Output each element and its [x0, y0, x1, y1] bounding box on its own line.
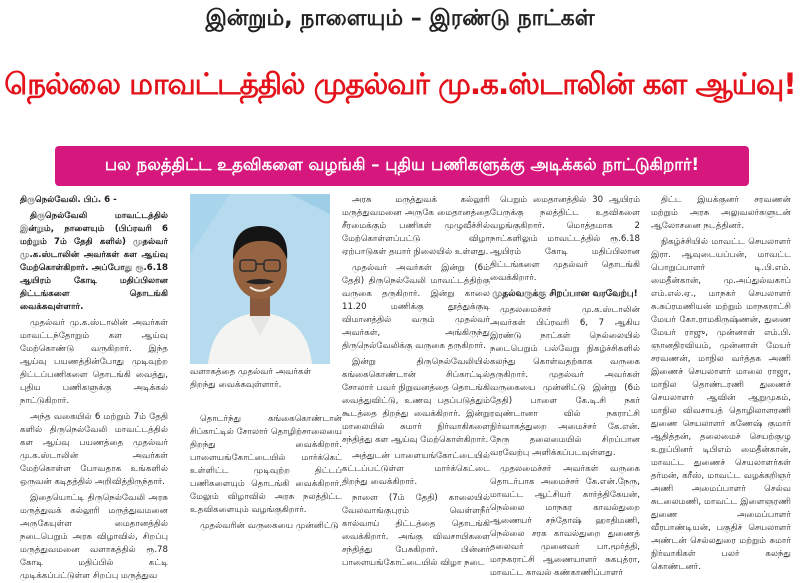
article-column-3 [342, 194, 490, 568]
article-column-1 [20, 194, 168, 581]
paragraph: முதல்வரின் வருகையை முன்னிட்டு [200, 521, 339, 531]
kicker-line: இன்றும், நாளையும் – இரண்டு நாட்கள் [205, 6, 595, 31]
paragraph: முதலமைச்சர் மு.க.ஸ்டாலின் அவர்கள் பிப்ரவரி 6, 7 ஆகிய இரண்டு நாட்கள் நெல்லையில் நடைபெறும் பல்வேறு நிகழ்ச்சிகளில் கலந்து கொள்வதற்காக வருகை தருகிறார். முதல்வர் அவர்கள் வருகையை முன்னிட்டு இன்று (6ம் தேதி) பாளை கே.டி.சி நகர் ரவுண்டானா வில் நகராட்சி நிர்வாகத்துறை அமைச்சர் கே.என். நேரு தலைமையில் சிறப்பான வரவேற்பு அளிக்கப்படவுள்ளது. [490, 305, 640, 458]
paragraph: நாளை (7ம் தேதி) காலையில் வேலவாங்குபுரம் வெள்ளநீர் கால்வாய் திட்டத்தை தொடங்கி வைக்கிறார். அங்கு விவசாயிகளை சந்தித்து பேசுகிறார். பின்னர் பாளையங்கோட்டையில் விழா நடை [342, 493, 490, 568]
paragraph: திட்ட இயக்குனர் சரவணன் மற்றும் அரசு அலுவலர்களுடன் ஆலோசனை நடத்தினர். [651, 195, 791, 231]
paragraph: அந்த வகையில் 6 மற்றும் 7ம் தேதி களில் திருநெல்வேலி மாவட்டத்தில் கள ஆய்வு பயணத்தை முதல்வர் மு.க.ஸ்டாலின் அவர்கள் மேற்கொள்ள போவதாக உங்களில் ஒருவன் கடிதத்தில் அறிவித்திருந்தார். [20, 412, 168, 487]
paragraph: திருநெல்வேலி மாவட்டத்தில் இன்றும், நாளையும் (பிப்ரவரி 6 மற்றும் 7ம் தேதி களில்) முதல்வர் மு.க.ஸ்டாலின் அவர்கள் கள ஆய்வு மேற்கொள்கிறார். அப்போது ரூ.6.18 ஆயிரம் கோடி மதிப்பிலான திட்டங்களை தொடங்கி வைக்கவுள்ளார். [20, 211, 168, 312]
paragraph: அரசு மருத்துவக் கல்லூரி மருத்துவமனை அருகே மைதானத்தை சீரமைக்கும் பணிகள் முழுவீச்சில் மேற்கொள்ளப்பட்டு விழா ஏற்பாடுகள் தயார் நிலையில் உள்ளது. [342, 195, 490, 257]
headline: நெல்லை மாவட்டத்தில் முதல்வர் மு.க.ஸ்டாலின் கள ஆய்வு! [4, 67, 796, 101]
paragraph: தொடர்ந்து கங்கைகொண்டான் சிப்காட்டில் சோலார் தொழிற்சாலையை திறந்து வைக்கிறார். பாளையங்கோட்டையில் மார்க்கெட் உள்ளிட்ட முடிவுற்ற திட்டப் பணிகளையும் தொடங்கி வைக்கிறார். மேலும் விழாவில் அரசு நலத்திட்ட உதவிகளையும் வழங்குகிறார். [190, 414, 342, 515]
dateline: திருநெல்வேலி. பிப். 6 - [20, 195, 117, 205]
photo-caption: வளாகத்தை முதல்வர் அவர்கள் திறந்து வைக்கவுள்ளார். [190, 367, 312, 390]
chief-minister-photo [190, 194, 330, 364]
paragraph: முதலமைச்சர் அவர்கள் வருகை தொடர்பாக அமைச்சர் கே.என்.நேரு, மாவட்ட ஆட்சியர் கார்த்திகேயன், நெல்லை மாநகர காவல்துறை ஆணையர் சந்தோஷ் ஹாதிமணி, நெல்லை சரக காவல்துறை துணைத் தலைவர் முனைவர் பா.மூர்த்தி, மாநகராட்சி ஆணையாளர் சுகபுத்ரா, மாவட்ட காவல் கண்காணிப்பாளர் [490, 464, 640, 578]
paragraph: அத்துடன் பாளையங்கோட்டையில் கட்டப்பட்டுள்ள மார்க்கெட்டை திறந்து வைக்கிறார். [342, 451, 490, 487]
deck-banner: பல நலத்திட்ட உதவிகளை வழங்கி – புதிய பணிகளுக்கு அடிக்கல் நாட்டுகிறார்! [55, 146, 749, 186]
article-column-4 [490, 194, 640, 578]
article-column-5 [651, 194, 791, 572]
paragraph: பெறும் மைதானத்தில் 30 ஆயிரம் பேருக்கு நலத்திட்ட உதவிகளை வழங்குகிறார். மொத்தமாக 2 நாட்களிலும் மாவட்டத்தில் ரூ.6.18 ஆயிரம் கோடி மதிப்பிலான திட்டங்களை முதல்வர் தொடங்கி வைக்கிறார். [490, 195, 640, 283]
paragraph: இன்று திருநெல்வேலியில் கங்கைகொண்டான் சிப்காட்டில் சோலார் பவர் நிறுவனத்தை தொடங்கி வைத்துவிட்டு, உணவு பதப்படுத்தும் கூடத்தை திறந்து வைக்கிறார். இன்று மாலையில் சுமார் நிர்வாகிகளை சந்தித்து கள ஆய்வு மேற்கொள்கிறார். [342, 357, 490, 445]
paragraph: இதையொட்டி திருநெல்வேலி அரசு மருத்துவக் கல்லூரி மருத்துவமனை அருகேயுள்ள மைதானத்தில் நடைபெறும் அரசு விழாவில், சிறப்பு மருத்துவமனை வளாகத்தில் ரூ.78 கோடி மதிப்பில் கட்டி முடிக்கப்பட்டுள்ள சிறப்பு மருத்துவ [20, 493, 168, 581]
paragraph: நிகழ்ச்சியில் மாவட்ட செயலாளர் இரா. ஆவுடையப்பன், மாவட்ட பொறுப்பாளர் டி.பி.எம். மைதீன்கான், மு.அப்துல்வகாப் எம்.எல்.ஏ., மாநகர் செயலாளர் சு.சுப்ரமணியன் மற்றும் மாநகராட்சி மேயர் கோ.ராமகிருஷ்ணன், துணை மேயர் ராஜு, முன்னாள் எம்.பி. ஞானதிரவியம், முன்னாள் மேயர் சரவணன், மாநில வர்த்தக அணி இணைச் செயலாளர் மாலை ராஜா, மாநில தொண்டரணி துணைச் செயலாளர் ஆவின் ஆறுமுகம், மாநில விவசாயத் தொழிலாளரணி துணை செயலாளர் கணேஷ் குமார் ஆதித்தன், தலைமைச் செயற்குழு உறுப்பினர் டிபிஎம் மைதீன்கான், மாவட்ட துணைச் செயலாளர்கள் தர்மன், கரீஸ், மாவட்ட வழக்கறிஞர் அணி அமைப்பாளர் செல்வ சுடலைமணி, மாவட்ட இளைஞரணி துணை அமைப்பாளர் வீரபாண்டியன், பகுதிச் செயலாளர் அண்டன் செல்லதுரை மற்றும் சுமார் நிர்வாகிகள் பலர் கலந்து கொண்டனர். [651, 237, 791, 572]
paragraph: முதல்வர் அவர்கள் இன்று (6ம் தேதி) திருநெல்வேலி மாவட்டத்திற்கு வருகை தருகிறார். இன்று காலை 11.20 மணிக்கு தூத்துக்குடி விமானத்தில் வரும் முதல்வர் அவர்கள், அங்கிருந்து திருநெல்வேலிக்கு வருகை தருகிறார். [342, 263, 490, 351]
subheading: முதல்வருக்கு சிறப்பான வரவேற்பு! [492, 289, 638, 299]
article-column-2 [190, 413, 342, 531]
portrait-illustration [190, 194, 330, 364]
paragraph: முதல்வர் மு.க.ஸ்டாலின் அவர்கள் மாவட்டந்தோறும் கள ஆய்வு மேற்கொண்டு வருகிறார். இந்த ஆய்வு பயணத்தின்போது முடிவுற்ற திட்டப்பணிகளை தொடங்கி வைத்து, புதிய பணிகளுக்கு அடிக்கல் நாட்டுகிறார். [20, 318, 168, 406]
